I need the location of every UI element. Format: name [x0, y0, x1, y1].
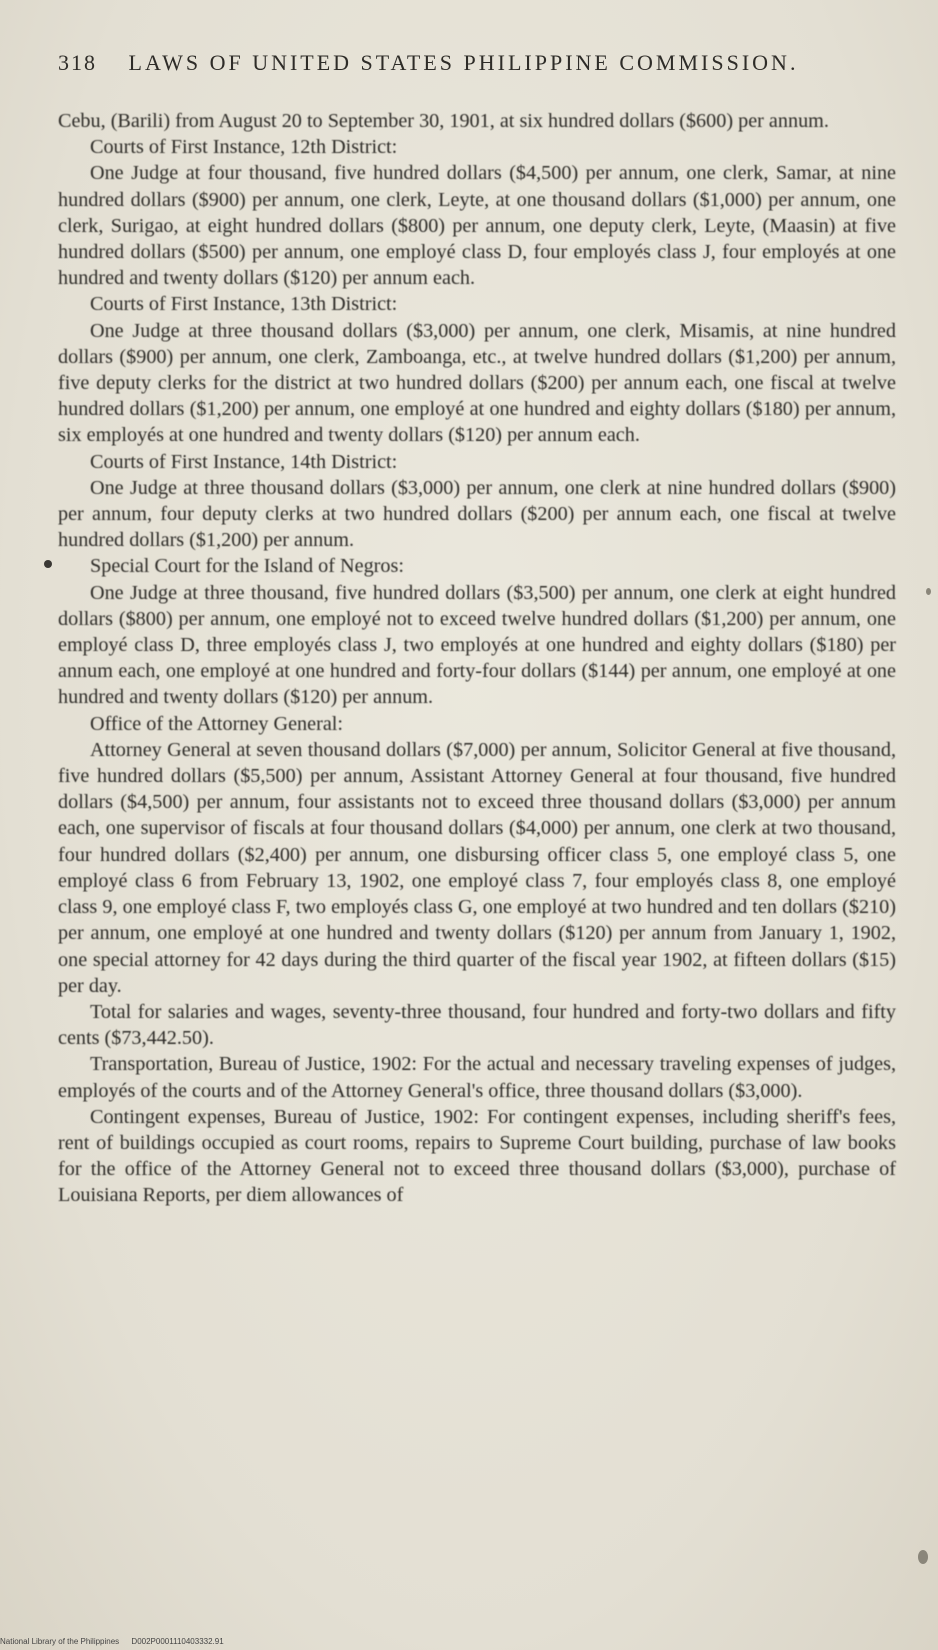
running-title: LAWS OF UNITED STATES PHILIPPINE COMMISSION. — [128, 50, 799, 75]
paragraph: Cebu, (Barili) from August 20 to September 30, 1901, at six hundred dollars ($600) per annum. — [58, 110, 829, 132]
ink-dot-mark — [44, 560, 52, 568]
paragraph: One Judge at three thousand, five hundred dollars ($3,500) per annum, one clerk at eight hundred dollars ($800) per annum, one employé not to exceed twelve hundred dollars ($1,200) per annum, one employé class D, three employés class J, two employés at one hundred and eighty dollars ($180) per annum each, one employé at one hundred and forty-four dollars ($144) per annum, one employé at one hundred and twenty dollars ($120) per annum. — [58, 581, 896, 709]
paragraph: Total for salaries and wages, seventy-three thousand, four hundred and forty-two dollars and fifty cents ($73,442.50). — [58, 1000, 896, 1050]
running-header — [58, 50, 838, 76]
section-heading: Courts of First Instance, 13th District: — [90, 293, 398, 316]
section-heading: Courts of First Instance, 12th District: — [90, 136, 398, 159]
footer-identifier: D002P0001110403332.91 — [131, 1637, 224, 1646]
scan-footer — [0, 1637, 234, 1646]
section-heading: Office of the Attorney General: — [90, 712, 343, 735]
section-heading: Special Court for the Island of Negros: — [90, 555, 404, 578]
footer-source: National Library of the Philippines — [0, 1637, 120, 1646]
paragraph: Transportation, Bureau of Justice, 1902: For the actual and necessary traveling expenses of judges, employés of the courts and of the Attorney General's office, three thousand dollars ($3,000). — [58, 1053, 896, 1102]
page-number: 318 — [58, 50, 97, 75]
section-heading: Courts of First Instance, 14th District: — [90, 450, 398, 473]
paragraph: One Judge at three thousand dollars ($3,000) per annum, one clerk, Misamis, at nine hundred dollars ($900) per annum, one clerk, Zamboanga, etc., at twelve hundred dollars ($1,200) per annum, five deputy clerks for the district at two hundred dollars ($200) per annum each, one fiscal at twelve hundred dollars ($1,200) per annum, one employé at one hundred and eighty dollars ($180) per annum, six employés at one hundred and twenty dollars ($120) per annum each. — [58, 319, 896, 447]
paragraph: Contingent expenses, Bureau of Justice, 1902: For contingent expenses, including sheriff's fees, rent of buildings occupied as court rooms, repairs to Supreme Court building, purchase of law books for the office of the Attorney General not to exceed three thousand dollars ($3,000), purchase of Louisiana Reports, per diem allowances of — [58, 1105, 896, 1207]
paper-speck — [926, 588, 931, 595]
paragraph: One Judge at four thousand, five hundred dollars ($4,500) per annum, one clerk, Samar, at nine hundred dollars ($900) per annum, one clerk, Leyte, at one thousand dollars ($1,000) per annum, one clerk, Surigao, at eight hundred dollars ($800) per annum, one deputy clerk, Leyte, (Maasin) at five hundred dollars ($500) per annum, one employé class D, four employés class J, four employés at one hundred and twenty dollars ($120) per annum each. — [58, 162, 896, 290]
paragraph: Attorney General at seven thousand dollars ($7,000) per annum, Solicitor General at five thousand, five hundred dollars ($5,500) per annum, Assistant Attorney General at four thousand, five hundred dollars ($4,500) per annum, four assistants not to exceed three thousand dollars ($3,000) per annum each, one supervisor of fiscals at four thousand dollars ($4,000) per annum, one clerk at two thousand, four hundred dollars ($2,400) per annum, one disbursing officer class 5, one employé class 5, one employé class 6 from February 13, 1902, one employé class 7, four employés class 8, one employé class 9, one employé class F, two employés class G, one employé at two hundred and ten dollars ($210) per annum, one employé at one hundred and twenty dollars ($120) per annum from January 1, 1902, one special attorney for 42 days during the third quarter of the fiscal year 1902, at fifteen dollars ($15) per day. — [58, 738, 896, 997]
body-text — [58, 108, 896, 1209]
paper-speck — [918, 1550, 928, 1564]
paragraph: One Judge at three thousand dollars ($3,000) per annum, one clerk at nine hundred dollars ($900) per annum, four deputy clerks at two hundred dollars ($200) per annum each, one fiscal at twelve hundred dollars ($1,200) per annum. — [58, 476, 896, 552]
